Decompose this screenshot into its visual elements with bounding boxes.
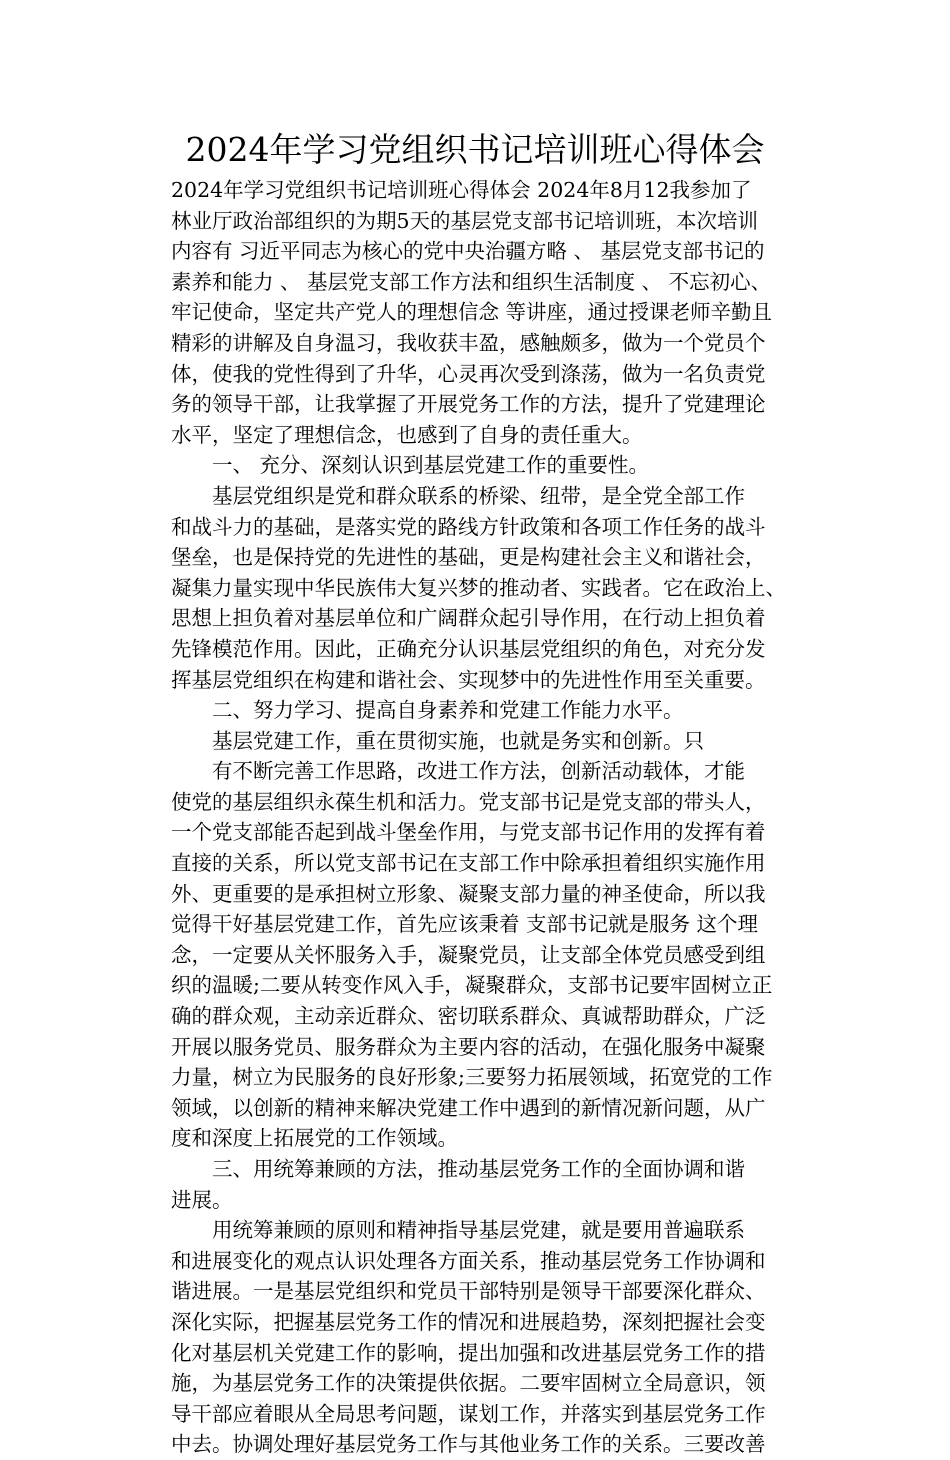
body-line-1: 2024年学习党组织书记培训班心得体会 2024年8月12我参加了 xyxy=(171,178,752,202)
body-line-41: 导干部应着眼从全局思考问题，谋划工作，并落实到基层党务工作 xyxy=(171,1401,766,1426)
body-line-4: 素养和能力 、 基层党支部工作方法和组织生活制度 、 不忘初心、 xyxy=(171,269,772,294)
body-line-23: 直接的关系，所以党支部书记在支部工作中除承担着组织实施作用 xyxy=(171,851,766,876)
body-line-3: 内容有 习近平同志为核心的党中央治疆方略 、 基层党支部书记的 xyxy=(171,239,765,264)
section-heading-3: 三、用统筹兼顾的方法，推动基层党务工作的全面协调和谐 xyxy=(212,1157,745,1181)
body-line-17: 挥基层党组织在构建和谐社会、实现梦中的先进性作用至关重要。 xyxy=(171,667,766,692)
body-line-25: 觉得干好基层党建工作，首先应该秉着 支部书记就是服务 这个理 xyxy=(171,912,759,937)
body-line-26: 念，一定要从关怀服务入手，凝聚党员，让支部全体党员感受到组 xyxy=(171,942,766,967)
body-line-37: 谐进展。一是基层党组织和党员干部特别是领导干部要深化群众、 xyxy=(171,1279,766,1304)
body-line-29: 开展以服务党员、服务群众为主要内容的活动，在强化服务中凝聚 xyxy=(171,1034,766,1059)
body-line-35: 用统筹兼顾的原则和精神指导基层党建，就是要用普遍联系 xyxy=(212,1218,745,1243)
body-line-30: 力量，树立为民服务的良好形象;三要努力拓展领域，拓宽党的工作 xyxy=(171,1065,773,1090)
section-heading-2: 二、努力学习、提高自身素养和党建工作能力水平。 xyxy=(212,698,684,723)
body-line-11: 基层党组织是党和群众联系的桥梁、纽带，是全党全部工作 xyxy=(212,483,745,508)
body-line-2: 林业厅政治部组织的为期5天的基层党支部书记培训班，本次培训 xyxy=(171,208,759,233)
body-line-7: 体，使我的党性得到了升华，心灵再次受到涤荡，做为一名负责党 xyxy=(171,361,766,386)
body-line-28: 确的群众观，主动亲近群众、密切联系群众、真诚帮助群众，广泛 xyxy=(171,1004,766,1029)
body-line-22: 一个党支部能否起到战斗堡垒作用，与党支部书记作用的发挥有着 xyxy=(171,820,766,845)
body-line-24: 外、更重要的是承担树立形象、凝聚支部力量的神圣使命，所以我 xyxy=(171,881,766,906)
body-line-34: 进展。 xyxy=(171,1187,233,1212)
body-line-6: 精彩的讲解及自身温习，我收获丰盈，感触颇多，做为一个党员个 xyxy=(171,330,766,355)
body-line-27: 织的温暖;二要从转变作风入手，凝聚群众，支部书记要牢固树立正 xyxy=(171,973,773,998)
body-line-5: 牢记使命，坚定共产党人的理想信念 等讲座，通过授课老师辛勤且 xyxy=(171,300,773,325)
body-line-14: 凝集力量实现中华民族伟大复兴梦的推动者、实践者。它在政治上、 xyxy=(171,575,786,600)
body-line-20: 有不断完善工作思路，改进工作方法，创新活动载体，才能 xyxy=(212,759,745,784)
section-heading-1: 一、 充分、深刻认识到基层党建工作的重要性。 xyxy=(212,453,650,478)
body-line-15: 思想上担负着对基层单位和广阔群众起引导作用，在行动上担负着 xyxy=(171,606,766,631)
body-line-39: 化对基层机关党建工作的影响，提出加强和改进基层党务工作的措 xyxy=(171,1340,766,1365)
body-line-21: 使党的基层组织永葆生机和活力。党支部书记是党支部的带头人， xyxy=(171,789,766,814)
body-line-31: 领域，以创新的精神来解决党建工作中遇到的新情况新问题，从广 xyxy=(171,1095,766,1120)
body-line-12: 和战斗力的基础，是落实党的路线方针政策和各项工作任务的战斗 xyxy=(171,514,766,539)
body-line-36: 和进展变化的观点认识处理各方面关系，推动基层党务工作协调和 xyxy=(171,1248,766,1273)
body-line-13: 堡垒，也是保持党的先进性的基础，更是构建社会主义和谐社会， xyxy=(171,545,766,570)
body-line-8: 务的领导干部，让我掌握了开展党务工作的方法，提升了党建理论 xyxy=(171,392,766,417)
body-line-16: 先锋模范作用。因此，正确充分认识基层党组织的角色，对充分发 xyxy=(171,636,766,661)
body-line-42: 中去。协调处理好基层党务工作与其他业务工作的关系。三要改善 xyxy=(171,1432,766,1457)
body-line-38: 深化实际，把握基层党务工作的情况和进展趋势，深刻把握社会变 xyxy=(171,1309,766,1334)
document-title: 2024年学习党组织书记培训班心得体会 xyxy=(185,130,765,169)
body-line-19: 基层党建工作，重在贯彻实施，也就是务实和创新。只 xyxy=(212,728,704,753)
document-body xyxy=(171,175,826,1460)
body-line-40: 施，为基层党务工作的决策提供依据。二要牢固树立全局意识，领 xyxy=(171,1371,766,1396)
body-line-32: 度和深度上拓展党的工作领域。 xyxy=(171,1126,458,1151)
body-line-9: 水平，坚定了理想信念，也感到了自身的责任重大。 xyxy=(171,422,643,447)
